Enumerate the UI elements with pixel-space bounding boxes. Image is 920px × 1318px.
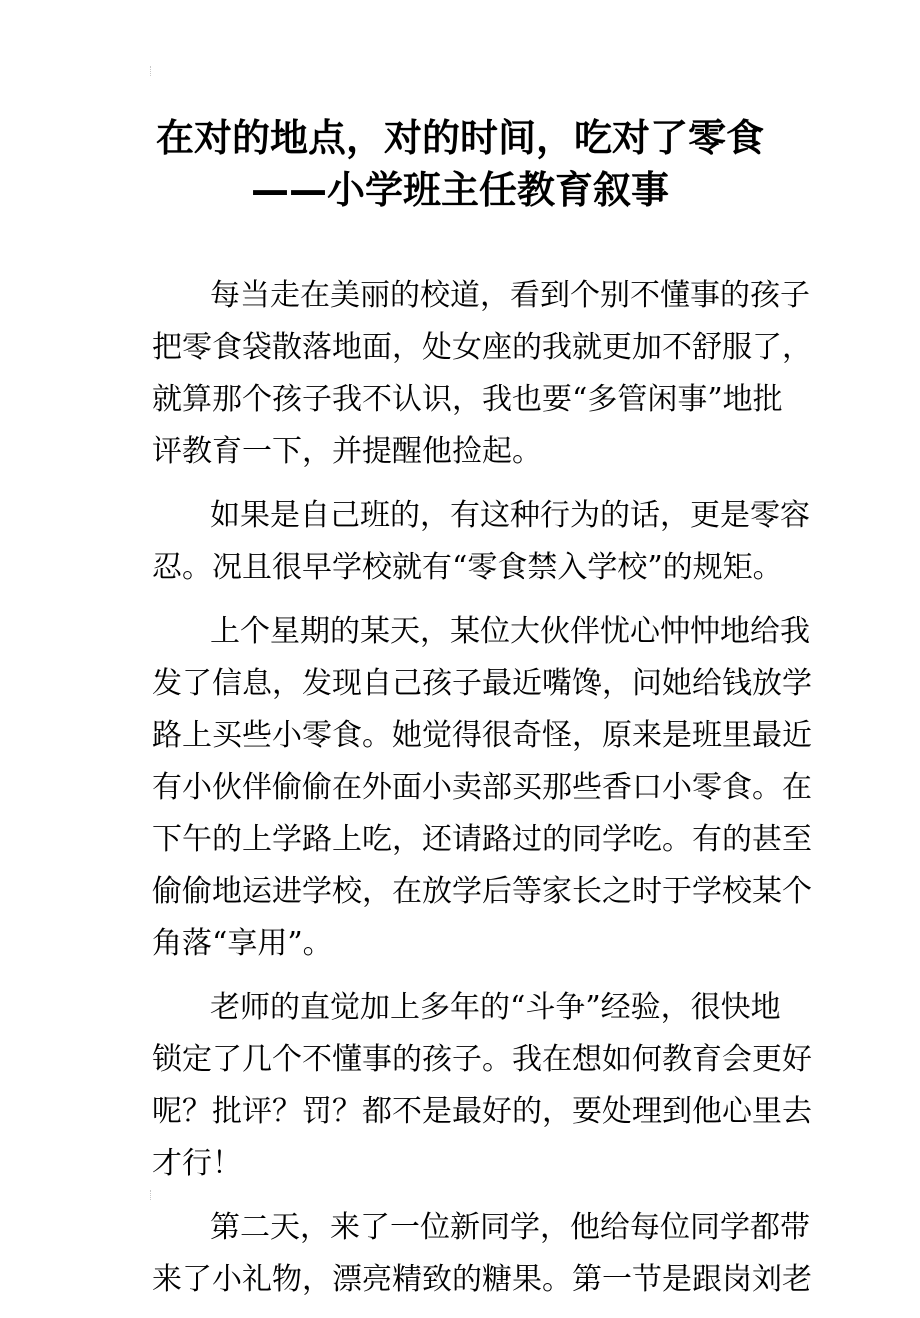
title-line-2: ——小学班主任教育叙事 bbox=[250, 168, 669, 212]
text-line: 忍。况且很早学校就有“零食禁入学校”的规矩。 bbox=[152, 550, 783, 585]
text-line: 第二天，来了一位新同学，他给每位同学都带 bbox=[210, 1210, 810, 1245]
paragraph bbox=[152, 1202, 812, 1306]
text-line: 锁定了几个不懂事的孩子。我在想如何教育会更好 bbox=[152, 1042, 812, 1077]
text-line: 把零食袋散落地面，处女座的我就更加不舒服了， bbox=[152, 330, 812, 365]
text-line: 发了信息，发现自己孩子最近嘴馋，问她给钱放学 bbox=[152, 666, 812, 701]
text-line: 如果是自己班的，有这种行为的话，更是零容 bbox=[210, 498, 810, 533]
text-line: 路上买些小零食。她觉得很奇怪，原来是班里最近 bbox=[152, 718, 812, 753]
page-corner-mark bbox=[150, 1190, 155, 1200]
text-line: 偷偷地运进学校，在放学后等家长之时于学校某个 bbox=[152, 874, 812, 909]
document-body bbox=[152, 270, 812, 1318]
text-line: 才行！ bbox=[152, 1146, 242, 1181]
text-line: 上个星期的某天，某位大伙伴忧心忡忡地给我 bbox=[210, 614, 810, 649]
paragraph bbox=[152, 490, 810, 594]
paragraph bbox=[152, 982, 812, 1190]
text-line: 评教育一下，并提醒他捡起。 bbox=[152, 434, 542, 469]
text-line: 有小伙伴偷偷在外面小卖部买那些香口小零食。在 bbox=[152, 770, 812, 805]
text-line: 老师的直觉加上多年的“斗争”经验，很快地 bbox=[210, 990, 781, 1025]
title-line-1: 在对的地点，对的时间，吃对了零食 bbox=[155, 116, 764, 160]
text-line: 下午的上学路上吃，还请路过的同学吃。有的甚至 bbox=[152, 822, 812, 857]
text-line: 呢？批评？罚？都不是最好的，要处理到他心里去 bbox=[152, 1094, 812, 1129]
text-line: 角落“享用”。 bbox=[152, 926, 333, 961]
text-line: 来了小礼物，漂亮精致的糖果。第一节是跟岗刘老 bbox=[152, 1262, 812, 1297]
text-line: 就算那个孩子我不认识，我也要“多管闲事”地批 bbox=[152, 382, 783, 417]
document-title bbox=[0, 112, 920, 216]
paragraph bbox=[152, 606, 812, 970]
paragraph bbox=[152, 270, 812, 478]
text-line: 每当走在美丽的校道，看到个别不懂事的孩子 bbox=[210, 278, 810, 313]
page-corner-mark bbox=[150, 66, 155, 76]
